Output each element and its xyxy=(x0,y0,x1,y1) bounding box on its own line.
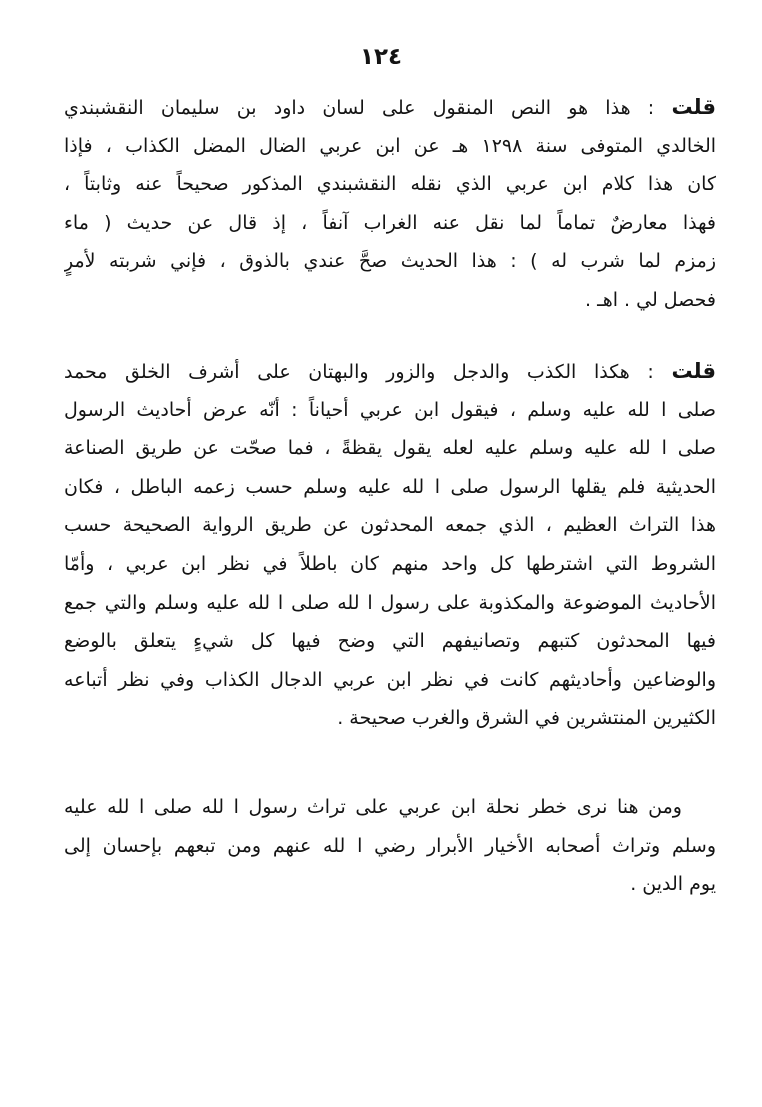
paragraph-2-line: فيها المحدثون كتبهم وتصانيفهم التي وضح فيها كل شيءٍ يتعلق بالوضع xyxy=(64,630,716,653)
paragraph-2 xyxy=(64,352,716,738)
paragraph-2-line-text: : هكذا الكذب والدجل والزور والبهتان على أشرف الخلق محمد xyxy=(64,361,672,383)
paragraph-1-lead-word: قلت xyxy=(671,95,716,119)
paragraph-1-line: كان هذا كلام ابن عربي الذي نقله النقشبندي المذكور صحيحاً عنه وثابتاً ، xyxy=(64,173,716,196)
paragraph-2-line: هذا التراث العظيم ، الذي جمعه المحدثون عن طريق الرواية الصحيحة حسب xyxy=(64,514,716,537)
paragraph-1 xyxy=(64,88,716,320)
paragraph-2-line: الأحاديث الموضوعة والمكذوبة على رسول ا لله صلى ا لله عليه وسلم والتي جمع xyxy=(64,591,716,614)
paragraph-1-line: فهذا معارضٌ تماماً لما نقل عنه الغراب آنفاً ، إذ قال عن حديث ( ماء xyxy=(64,211,716,234)
paragraph-2-line: والوضاعين وأحاديثهم كانت في نظر ابن عربي الدجال الكذاب وفي نظر أتباعه xyxy=(64,668,716,691)
paragraph-2-lead-word: قلت xyxy=(671,359,716,383)
paragraph-2-line xyxy=(64,352,716,391)
paragraph-1-line-text: : هذا هو النص المنقول على لسان داود بن سليمان النقشبندي xyxy=(64,97,672,119)
paragraph-2-line: صلى ا لله عليه وسلم ، فيقول ابن عربي أحياناً : أنّه عرض أحاديث الرسول xyxy=(64,398,716,421)
page-number: ١٢٤ xyxy=(359,44,403,70)
paragraph-3-line: يوم الدين . xyxy=(630,873,716,896)
paragraph-2-line: الكثيرين المنتشرين في الشرق والغرب صحيحة . xyxy=(337,707,716,730)
paragraph-3 xyxy=(64,788,716,904)
paragraph-1-line xyxy=(64,88,716,127)
paragraph-2-line: الحديثية فلم يقلها الرسول صلى ا لله عليه وسلم حسب زعمه الباطل ، فكان xyxy=(64,475,716,498)
paragraph-3-line: وسلم وتراث أصحابه الأخيار الأبرار رضي ا لله عنهم ومن تبعهم بإحسان إلى xyxy=(64,834,716,857)
paragraph-3-line: ومن هنا نرى خطر نحلة ابن عربي على تراث رسول ا لله صلى ا لله عليه xyxy=(64,796,682,818)
paragraph-1-line: زمزم لما شرب له ) : هذا الحديث صحَّ عندي بالذوق ، فإني شربته لأمرٍ xyxy=(64,250,716,273)
paragraph-1-line: الخالدي المتوفى سنة ١٢٩٨ هـ عن ابن عربي الضال المضل الكذاب ، فإذا xyxy=(64,134,716,157)
paragraph-2-line: الشروط التي اشترطها كل واحد منهم كان باطلاً في نظر ابن عربي ، وأمّا xyxy=(64,552,716,575)
paragraph-2-line: صلى ا لله عليه وسلم عليه لعله يقول يقظةً ، فما صحّت عن طريق الصناعة xyxy=(64,437,716,460)
paragraph-1-line: فحصل لي . اهـ . xyxy=(585,288,716,311)
